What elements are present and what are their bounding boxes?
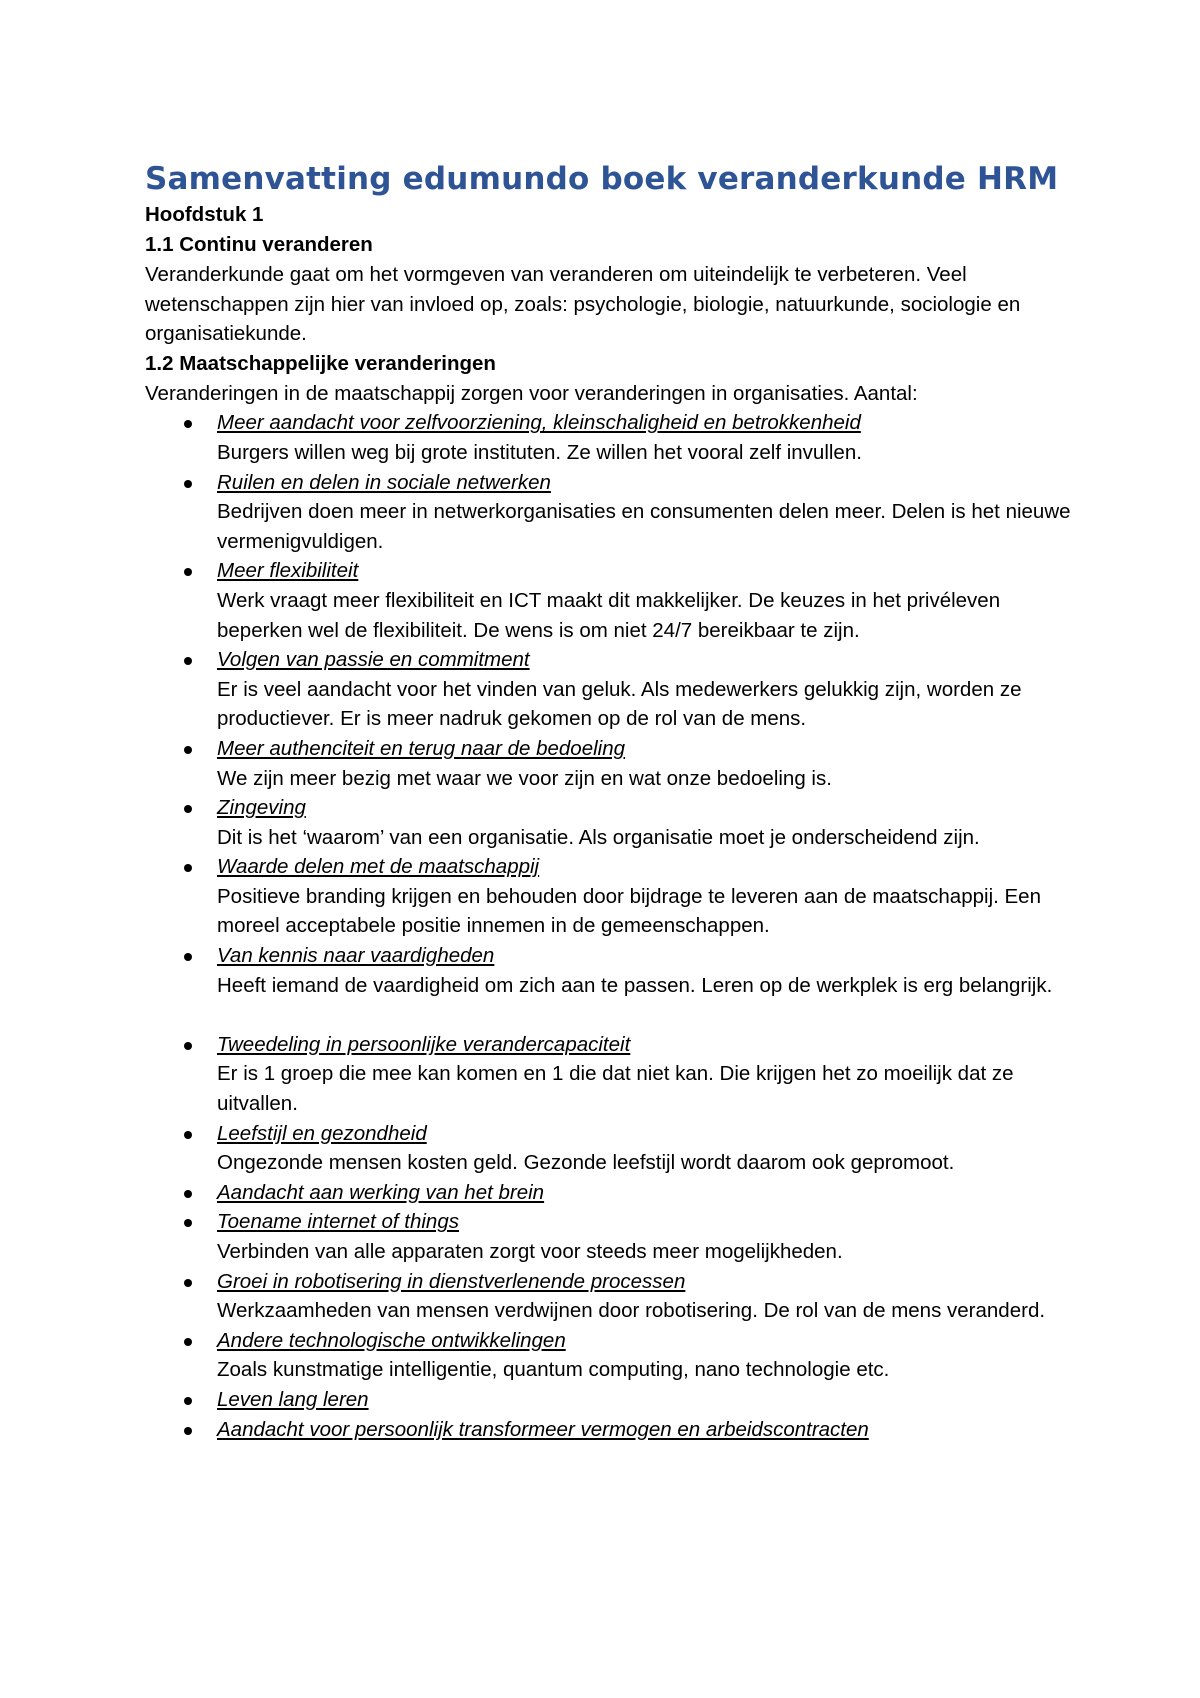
document-title: Samenvatting edumundo boek veranderkunde HRM	[145, 161, 1059, 197]
list-item-body: Er is veel aandacht voor het vinden van geluk. Als medewerkers gelukkig zijn, worden ze productiever. Er is meer nadruk gekomen op de rol van de mens.	[217, 677, 1022, 731]
bullet-icon	[184, 1397, 192, 1405]
list-item	[145, 468, 1085, 557]
list-item	[145, 556, 1085, 645]
list-item-title: Leefstijl en gezondheid	[217, 1121, 427, 1145]
list-item-title: Volgen van passie en commitment	[217, 648, 530, 672]
list-item	[145, 941, 1085, 1000]
list-item-title: Ruilen en delen in sociale netwerken	[217, 470, 551, 494]
list-item	[145, 1385, 1085, 1415]
bullet-icon	[184, 1338, 192, 1346]
list-item	[145, 1415, 1085, 1445]
section-heading-1-1: 1.1 Continu veranderen	[145, 233, 373, 256]
section-heading-1-2: 1.2 Maatschappelijke veranderingen	[145, 351, 496, 375]
list-item-title: Aandacht voor persoonlijk transformeer vermogen en arbeidscontracten	[217, 1417, 869, 1441]
list-item-body: Ongezonde mensen kosten geld. Gezonde leefstijl wordt daarom ook gepromoot.	[217, 1151, 955, 1175]
bullet-icon	[184, 480, 192, 488]
bullet-icon	[184, 1131, 192, 1139]
list-item	[145, 1119, 1085, 1178]
list-item	[145, 1207, 1085, 1266]
list-item-body: Er is 1 groep die mee kan komen en 1 die dat niet kan. Die krijgen het zo moeilijk dat ze uitvallen.	[217, 1062, 1014, 1116]
bullet-icon	[184, 657, 192, 665]
list-item	[145, 852, 1085, 941]
chapter-heading: Hoofdstuk 1	[145, 203, 264, 226]
list-item	[145, 1326, 1085, 1385]
section-text-1-2: Veranderingen in de maatschappij zorgen voor veranderingen in organisaties. Aantal:	[145, 381, 918, 405]
bullet-icon	[184, 953, 192, 961]
list-item-body: Bedrijven doen meer in netwerkorganisaties en consumenten delen meer. Delen is het nieuwe vermenigvuldigen.	[217, 500, 1071, 553]
list-item-title: Waarde delen met de maatschappij	[217, 855, 540, 879]
bullet-icon	[184, 568, 192, 576]
section-text-1-1: Veranderkunde gaat om het vormgeven van veranderen om uiteindelijk te verbeteren. Veel wetenschappen zijn hier van invloed op, zoals: psychologie, biologie, natuurkunde, sociologie en organisatiekunde.	[145, 263, 1021, 346]
list-item-title: Leven lang leren	[217, 1387, 369, 1411]
bullet-list	[145, 408, 1085, 1444]
list-item-title: Zingeving	[217, 796, 306, 820]
list-item	[145, 734, 1085, 793]
list-item-title: Aandacht aan werking van het brein	[217, 1180, 545, 1204]
list-item-body: Werkzaamheden van mensen verdwijnen door robotisering. De rol van de mens veranderd.	[217, 1299, 1046, 1323]
list-item-title: Groei in robotisering in dienstverlenende processen	[217, 1269, 686, 1293]
list-item-title: Toename internet of things	[217, 1210, 459, 1234]
list-item-body: Burgers willen weg bij grote instituten. Ze willen het vooral zelf invullen.	[217, 440, 862, 464]
list-item	[145, 1030, 1085, 1119]
list-item-body: Heeft iemand de vaardigheid om zich aan te passen. Leren op de werkplek is erg belangrijk.	[217, 973, 1053, 997]
list-item	[145, 408, 1085, 467]
bullet-icon	[184, 1042, 192, 1050]
list-item-body: Verbinden van alle apparaten zorgt voor steeds meer mogelijkheden.	[217, 1240, 843, 1263]
list-item-body: Werk vraagt meer flexibiliteit en ICT maakt dit makkelijker. De keuzes in het privéleven beperken wel de flexibiliteit. De wens is om niet 24/7 bereikbaar te zijn.	[217, 588, 1001, 642]
bullet-icon	[184, 746, 192, 754]
list-item	[145, 645, 1085, 734]
list-item-title: Meer aandacht voor zelfvoorziening, kleinschaligheid en betrokkenheid	[217, 411, 861, 435]
bullet-icon	[184, 805, 192, 813]
bullet-icon	[184, 1427, 192, 1435]
list-item-body: We zijn meer bezig met waar we voor zijn en wat onze bedoeling is.	[217, 766, 832, 790]
bullet-icon	[184, 1190, 192, 1198]
list-item-title: Van kennis naar vaardigheden	[217, 944, 495, 968]
list-item-body: Dit is het ‘waarom’ van een organisatie. Als organisatie moet je onderscheidend zijn.	[217, 825, 980, 849]
list-item	[145, 1267, 1085, 1326]
list-item-title: Andere technologische ontwikkelingen	[217, 1328, 566, 1352]
list-item-body: Zoals kunstmatige intelligentie, quantum computing, nano technologie etc.	[217, 1358, 890, 1382]
bullet-icon	[184, 1219, 192, 1227]
list-item-title: Meer flexibiliteit	[217, 559, 359, 583]
bullet-icon	[184, 864, 192, 872]
list-item-title: Meer authenciteit en terug naar de bedoeling	[217, 736, 626, 760]
bullet-icon	[184, 420, 192, 428]
list-item	[145, 793, 1085, 852]
list-item-title: Tweedeling in persoonlijke verandercapaciteit	[217, 1032, 631, 1056]
bullet-icon	[184, 1279, 192, 1287]
list-item-body: Positieve branding krijgen en behouden door bijdrage te leveren aan de maatschappij. Een moreel acceptabele positie innemen in de gemeenschappen.	[217, 884, 1041, 938]
list-item	[145, 1178, 1085, 1208]
document-page	[145, 160, 1085, 1444]
